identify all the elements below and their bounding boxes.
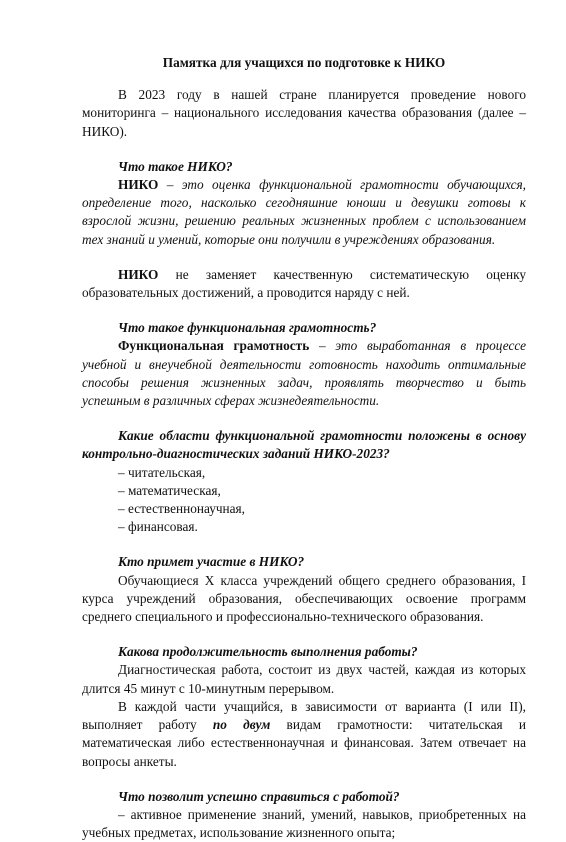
section-heading-functional-literacy: Что такое функциональная грамотность?	[118, 320, 377, 336]
list-item: – естественнонаучная,	[118, 501, 245, 517]
section-heading-participants: Кто примет участие в НИКО?	[118, 554, 305, 570]
section-heading-duration: Какова продолжительность выполнения работы?	[118, 644, 418, 660]
functional-literacy-text: – это выработанная в процессе учебной и внеучебной деятельности готовность находить оптимальные способы решения жизненных задач, проявлять творчество и быть успешным в различных сферах жизнедеятельности.	[82, 338, 526, 409]
variant-paragraph	[82, 698, 526, 771]
niko-note-text: не заменяет качественную систематическую оценку образовательных достижений, а проводится наряду с ней.	[82, 266, 526, 301]
list-item: – читательская,	[118, 464, 206, 480]
niko-definition-text: – это оценка функциональной грамотности обучающихся, определение того, насколько сегодняшние юноши и девушки готовы к взрослой жизни, решению реальных жизненных проблем с использованием тех знаний и умений, которые они получили в учреждениях образования.	[82, 177, 526, 247]
list-item: – математическая,	[118, 482, 221, 498]
emphasis-two-types: по двум	[212, 717, 271, 733]
niko-definition	[82, 176, 526, 249]
success-paragraph: – активное применение знаний, умений, навыков, приобретенных на учебных предметах, использование жизненного опыта;	[82, 806, 526, 841]
document-title: Памятка для учащихся по подготовке к НИКО	[162, 55, 446, 70]
variant-text-end: видам грамотности: читательская и математическая либо естественнонаучная и финансовая. Затем отвечает на вопросы анкеты.	[82, 717, 526, 769]
functional-literacy-definition	[82, 337, 526, 410]
list-item: – финансовая.	[118, 519, 198, 535]
niko-note	[82, 266, 526, 302]
term-functional-literacy: Функциональная грамотность	[118, 338, 310, 354]
term-niko: НИКО	[118, 177, 159, 193]
section-heading-success: Что позволит успешно справиться с работой?	[118, 788, 400, 804]
participants-paragraph: Обучающиеся X класса учреждений общего среднего образования, I курса учреждений образования, обеспечивающих освоение программ среднего специального и профессионально-технического образования.	[82, 572, 526, 625]
duration-paragraph: Диагностическая работа, состоит из двух частей, каждая из которых длится 45 минут с 10-минутным перерывом.	[82, 662, 526, 696]
section-heading-areas: Какие области функциональной грамотности положены в основу контрольно-диагностических заданий НИКО-2023?	[82, 428, 526, 462]
intro-paragraph: В 2023 году в нашей стране планируется проведение нового мониторинга – национального исследования качества образования (далее – НИКО).	[82, 87, 526, 139]
term-niko-2: НИКО	[118, 266, 159, 282]
variant-text-start: В каждой части учащийся, в зависимости от варианта (I или II), выполняет работу	[82, 698, 526, 733]
section-heading-what-is-niko: Что такое НИКО?	[118, 158, 233, 174]
